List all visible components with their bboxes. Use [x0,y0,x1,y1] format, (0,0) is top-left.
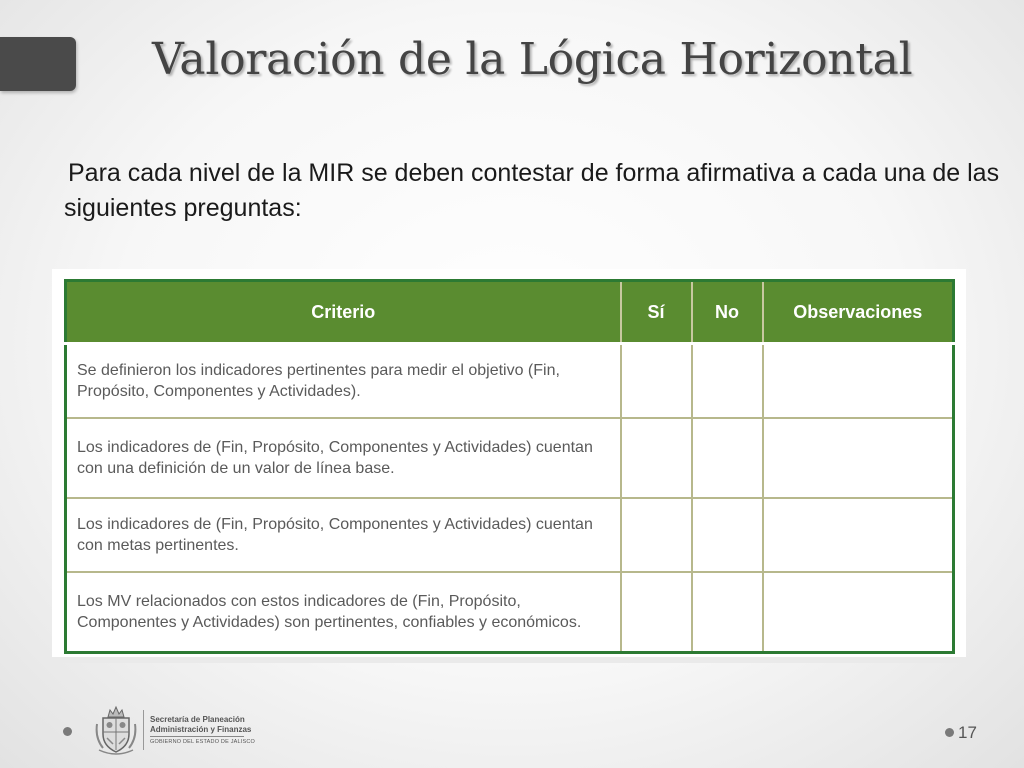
criterio-cell: Se definieron los indicadores pertinentes para medir el objetivo (Fin, Propósito, Componentes y Actividades). [66,344,621,419]
no-cell [692,572,763,653]
page-number: 17 [958,723,977,742]
table-row [66,572,954,653]
no-cell [692,344,763,419]
jalisco-coat-of-arms-icon [93,704,139,756]
no-cell [692,498,763,572]
si-cell [621,344,692,419]
logo-line-2: Administración y Finanzas [150,725,252,734]
footer-dot-left [63,727,72,736]
criteria-table-frame [52,269,966,663]
government-logo [93,704,256,756]
logo-rule [150,736,244,737]
observaciones-cell [763,498,954,572]
logo-divider [143,710,144,750]
footer-dot-right [945,728,954,737]
logo-line-1: Secretaría de Planeación [150,715,245,724]
observaciones-cell [763,344,954,419]
si-cell [621,418,692,498]
si-cell [621,498,692,572]
intro-text: Para cada nivel de la MIR se deben contestar de forma afirmativa a cada una de las siguientes preguntas: [64,159,1000,222]
si-cell [621,572,692,653]
header-no: No [692,281,763,344]
table-row [66,344,954,419]
criterio-cell: Los MV relacionados con estos indicadores de (Fin, Propósito, Componentes y Actividades) son pertinentes, confiables y económicos. [66,572,621,653]
header-observaciones: Observaciones [763,281,954,344]
table-row [66,418,954,498]
title-accent-tab [0,37,76,91]
observaciones-cell [763,418,954,498]
header-criterio: Criterio [66,281,621,344]
logo-line-3: GOBIERNO DEL ESTADO DE JALISCO [150,739,256,745]
criteria-table [64,279,955,654]
slide-title: Valoración de la Lógica Horizontal [152,34,913,85]
no-cell [692,418,763,498]
observaciones-cell [763,572,954,653]
header-si: Sí [621,281,692,344]
criterio-cell: Los indicadores de (Fin, Propósito, Componentes y Actividades) cuentan con metas pertinentes. [66,498,621,572]
table-row [66,498,954,572]
criterio-cell: Los indicadores de (Fin, Propósito, Componentes y Actividades) cuentan con una definición de un valor de línea base. [66,418,621,498]
table-header-row [66,281,954,344]
